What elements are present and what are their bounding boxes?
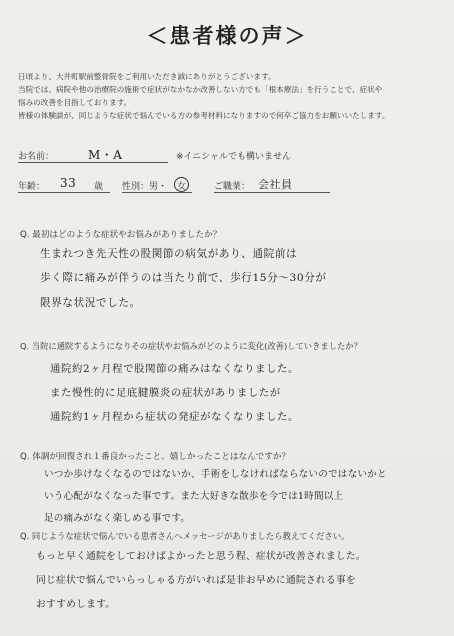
answer-2-line: 通院約1ヶ月程から症状の発症がなくなりました。	[50, 411, 300, 423]
answer-1-line: 生まれつき先天性の股関節の病気があり、通院前は	[40, 248, 298, 260]
gender-circle	[174, 177, 189, 192]
answer-3-line: いつか歩けなくなるのではないか、手術をしなければならないのではないかと	[44, 469, 387, 480]
intro-line: 当院では、病院や他の治療院の施術で症状がなかなか改善しない方でも「根本療法」を行うことで、症状や	[18, 85, 383, 94]
age-underline	[18, 192, 110, 193]
question-2: Q. 当院に通院するようになりその症状やお悩みがどのように変化(改善)していきましたか？	[20, 341, 362, 351]
name-value: M・A	[88, 148, 123, 162]
answer-2-line: 通院約2ヶ月程で股関節の痛みはなくなりました。	[50, 363, 300, 375]
intro-line: 悩みの改善を目指しております。	[18, 98, 132, 107]
intro-line: 日頃より、大井町駅前整骨院をご利用いただき誠にありがとうございます。	[18, 72, 276, 81]
answer-3-line: いう心配がなくなった事です。また大好きな散歩を今では1時間以上	[44, 491, 344, 502]
age-value: 33	[60, 176, 77, 190]
age-label: 年齢：	[18, 182, 46, 192]
question-1: Q. 最初はどのような症状やお悩みがありましたか？	[20, 230, 222, 240]
gender-label: 性別：男・	[122, 182, 168, 192]
intro-text	[18, 70, 440, 122]
age-unit: 歳	[94, 182, 104, 192]
profile-row	[18, 176, 436, 196]
name-row	[18, 146, 436, 166]
answer-4-line: もっと早く通院をしておけばよかったと思う程、症状が改善されました。	[36, 551, 366, 562]
intro-line: 皆様の体験談が、同じような症状で悩んでいる方の参考材料になりますので何卒ご協力をお願いいたします。	[18, 111, 390, 120]
answer-1-line: 限界な状況でした。	[40, 297, 141, 309]
page-title: ＜患者様の声＞	[146, 24, 308, 48]
gender-selected: 女	[177, 182, 187, 192]
answer-1-line: 歩く際に痛みが伴うのは当たり前で、歩行15分〜30分が	[40, 272, 327, 284]
answer-3-line: 足の痛みがなく楽しめる事です。	[44, 513, 191, 524]
question-3: Q. 体調が回復され１番良かったこと、嬉しかったことはなんですか？	[20, 452, 291, 462]
name-label: お名前：	[18, 152, 55, 162]
job-underline	[214, 192, 330, 193]
gender-underline	[122, 192, 192, 193]
job-value: 会社員	[258, 178, 293, 191]
job-label: ご職業：	[214, 182, 251, 192]
answer-4-line: おすすめします。	[36, 599, 116, 610]
answer-2-line: また慢性的に足底腱膜炎の症状がありましたが	[50, 387, 281, 399]
name-underline	[18, 162, 168, 163]
question-4: Q. 同じような症状で悩んでいる患者さんへメッセージがありましたら教えてください。	[20, 531, 350, 541]
answer-4-line: 同じ症状で悩んでいらっしゃる方がいれば是非お早めに通院される事を	[36, 575, 356, 586]
initial-note: ※イニシャルでも構いません	[176, 152, 292, 162]
